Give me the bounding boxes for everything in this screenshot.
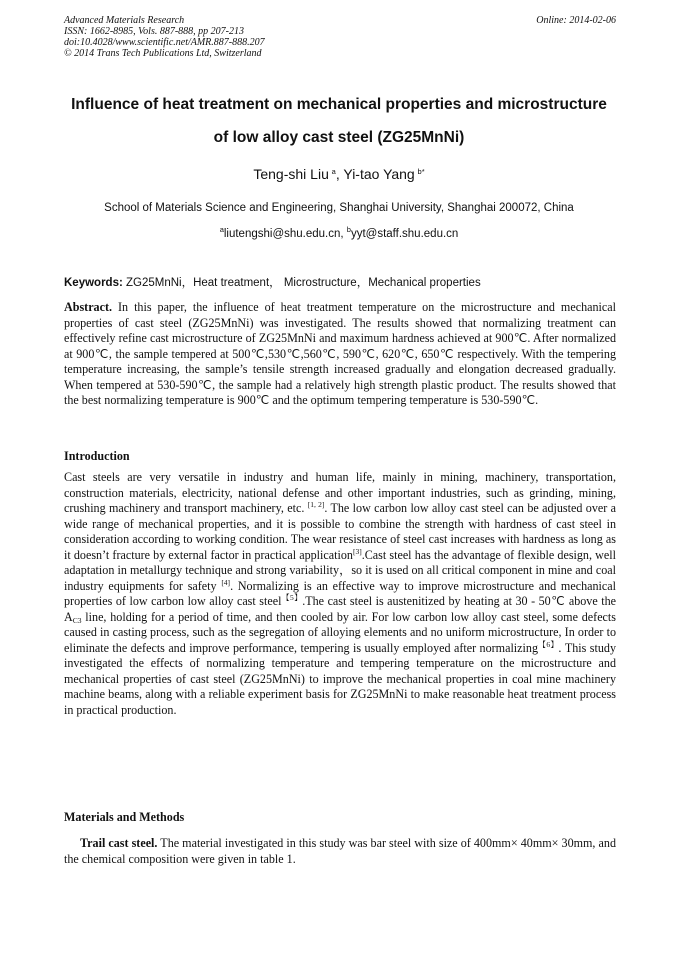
online-date: Online: 2014-02-06 [536, 15, 616, 26]
journal-name: Advanced Materials Research [64, 15, 185, 26]
subscript-c3: C3 [72, 615, 82, 625]
author-emails [0, 225, 678, 240]
citation-4[interactable]: [4] [221, 577, 231, 587]
citation-5[interactable]: 【5】 [281, 593, 303, 602]
intro-text-5: .The cast steel is austenitized by heating at 30 - 50℃ above the A [64, 594, 617, 624]
intro-text-7: . This study investigated the effects of normalizing temperature and tempering temperature on the microstructure and mechanical properties of cast steel (ZG25MnNi) to improve the mechanical properties in coal mine machinery machine beams, along with a reliable experiment basis for ZG25MnNi to make reasonable heat treatment process in practical production. [64, 640, 617, 717]
citation-6[interactable]: 【6】 [538, 639, 559, 649]
methods-subheading: Trail cast steel. [80, 836, 158, 850]
paper-title [40, 88, 638, 154]
intro-text-2: . The low carbon low alloy cast steel can be adjusted over a wide range of mechanical properties, and it is possible to combine the strength with hardness of cast steel in consideration according to working condition. The wear resistance of steel cast increases with hardness as long as it doesn’t fracture by external factor in practical application [64, 501, 616, 562]
email-b[interactable]: yyt@staff.shu.edu.cn [350, 228, 459, 240]
email-a[interactable]: liutengshi@shu.edu.cn, [223, 228, 347, 240]
citation-3[interactable]: [3] [352, 546, 362, 556]
author-1-affil-mark: a [331, 167, 336, 176]
doi-line: doi:10.4028/www.scientific.net/AMR.887-888.207 [64, 37, 265, 48]
journal-header [64, 15, 265, 59]
citation-1-2[interactable]: [1, 2] [307, 500, 325, 509]
keywords-label: Keywords: [64, 277, 123, 289]
title-line-1: Influence of heat treatment on mechanical properties and microstructure [71, 96, 607, 113]
methods-paragraph [64, 836, 616, 867]
methods-heading: Materials and Methods [64, 810, 185, 824]
email-a-mark: a [219, 225, 224, 234]
email-b-mark: b [346, 225, 351, 234]
issn-line: ISSN: 1662-8985, Vols. 887-888, pp 207-213 [64, 26, 244, 37]
keywords [64, 274, 616, 290]
affiliation: School of Materials Science and Engineering, Shanghai University, Shanghai 200072, China [104, 202, 574, 214]
abstract [64, 300, 616, 409]
author-2: Yi-tao Yang [343, 166, 415, 182]
intro-text-6: line, holding for a period of time, and then cooled by air. For low carbon low alloy cast steel, some defects caused in casting process, such as the segregation of alloying elements and no uniform microstructure, In order to eliminate the defects and improve performance, tempering is usually employed after normalizing [64, 609, 616, 655]
author-1: Teng-shi Liu [253, 166, 329, 182]
introduction-paragraph [64, 470, 616, 718]
intro-text-1: Cast steels are very versatile in industry and human life, mainly in mining, machinery, transportation, construction materials, electricity, national defense and other important industries, such as grinding, mining, crushing machinery and transport machinery, etc. [64, 470, 616, 515]
abstract-text: In this paper, the influence of heat treatment temperature on the microstructure and mechanical properties of cast steel (ZG25MnNi) was investigated. The results showed that normalizing treatment can effectively refine cast microstructure of ZG25MnNi and maximum hardness achieved at 900℃. After normalized at 900℃, the sample tempered at 500℃,530℃,560℃, 590℃, 620℃, 650℃ respectively. With the tempering temperature increasing, the sample’s tensile strength increased gradually and elongation decreased gradually. When tempered at 530-590℃, the sample had a relatively high strength plastic product. The results showed that the best normalizing temperature is 900℃ and the optimum tempering temperature is 530-590℃. [64, 300, 616, 407]
keywords-text: ZG25MnNi，Heat treatment， Microstructure，Mechanical properties [122, 277, 481, 289]
intro-text-3: .Cast steel has the advantage of flexible design, well adaptation in metallurgy technique and strong variability，so it is used on all critical component in mine and coal industry equipments for safety [64, 547, 616, 593]
introduction-heading: Introduction [64, 449, 130, 463]
author-2-affil-mark: b* [417, 167, 425, 176]
methods-text: The material investigated in this study was bar steel with size of 400mm× 40mm× 30mm, and the chemical composition were given in table 1. [64, 836, 616, 866]
title-line-2: of low alloy cast steel (ZG25MnNi) [213, 129, 465, 146]
author-list [0, 166, 678, 182]
copyright-line: © 2014 Trans Tech Publications Ltd, Switzerland [64, 48, 262, 59]
intro-text-4: . Normalizing is an effective way to improve microstructure and mechanical properties of low carbon low alloy cast steel [64, 578, 616, 608]
abstract-label: Abstract. [64, 300, 113, 314]
author-separator: , [335, 166, 344, 182]
